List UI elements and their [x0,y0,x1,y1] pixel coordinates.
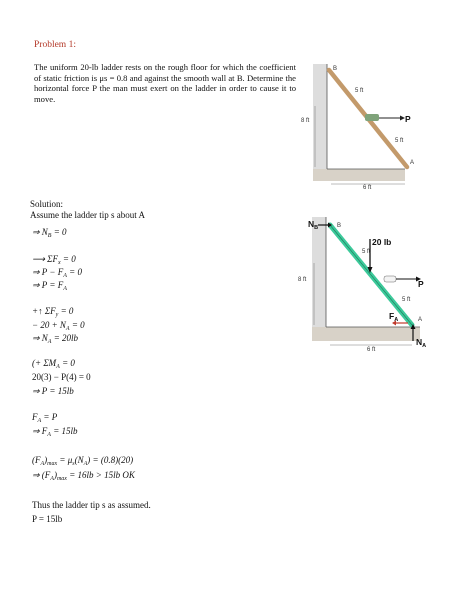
eq-fa-p: $F_A = P$ [32,412,58,424]
label-bottom-len: 5 ft [395,138,404,144]
hand-block [365,114,379,121]
eq-p-value: ⇒ P = 15lb [32,386,74,396]
eq-sum-fx: ⟶ $\Sigma F_x = 0$ [32,254,76,266]
fbd-label-p: P [418,279,424,289]
solution [30,199,145,221]
eq-na-sum: − $20 + N_A = 0$ [32,320,85,332]
ladder-figure [295,62,425,197]
label-top-len: 5 ft [355,88,364,94]
label-b: B [333,66,338,72]
fbd-label-height: 8 ft [298,277,307,283]
eq-fa-value: ⇒ $F_A = 15lb$ [32,426,78,438]
fbd-label-top-len: 5 ft [362,249,371,255]
conclusion-text: Thus the ladder tip s as assumed. [32,500,151,510]
eq-moment: 20(3) − P(4) = 0 [32,372,91,382]
label-base: 6 ft [363,185,372,191]
eq-p-minus-fa: ⇒ $P - F_A = 0$ [32,267,82,279]
eq-p-equals-fa: ⇒ $P = F_A$ [32,280,67,292]
problem-title: Problem 1: [34,40,76,50]
label-a: A [410,160,415,166]
fbd-label-a: A [418,317,423,323]
label-weight: 20 lb [372,237,392,247]
label-na: $N_A$ [416,337,427,349]
fbd-floor [312,327,420,341]
eq-sum-fy: +↑ $\Sigma F_y = 0$ [32,306,74,318]
label-p: P [405,114,411,124]
solution-heading: Solution: [30,199,64,209]
label-height: 8 ft [301,118,310,124]
free-body-diagram [292,213,442,358]
label-nb: $N_B$ [308,219,319,231]
fbd-hand [384,276,396,282]
eq-sum-ma: (+ $\Sigma M_A = 0$ [32,358,75,370]
label-fa: $F_A$ [389,311,399,323]
fbd-label-bottom-len: 5 ft [402,297,411,303]
floor [313,169,405,181]
eq-na: ⇒ $N_A = 20lb$ [32,333,79,345]
solution-assume: Assume the ladder tip s about A [30,210,145,220]
problem-text: The uniform 20-lb ladder rests on the rough floor for which the coefficient of static friction is μs = 0.8 and against the smooth wall at B. Determine the horizontal force P the man must exert on the ladder in order to cause it to move. [34,62,296,104]
fbd-label-base: 6 ft [367,347,376,353]
eq-nb: ⇒ $N_B = 0$ [32,227,67,239]
conclusion-answer: P = 15lb [32,514,63,524]
eq-fa-max: $(F_A)_{max} = \mu_s(N_A) = (0.8)(20)$ [32,455,134,467]
fbd-label-b: B [337,223,342,229]
eq-fa-max-check: ⇒ $(F_A)_{max} = 16lb > 15lb$ OK [32,470,135,482]
